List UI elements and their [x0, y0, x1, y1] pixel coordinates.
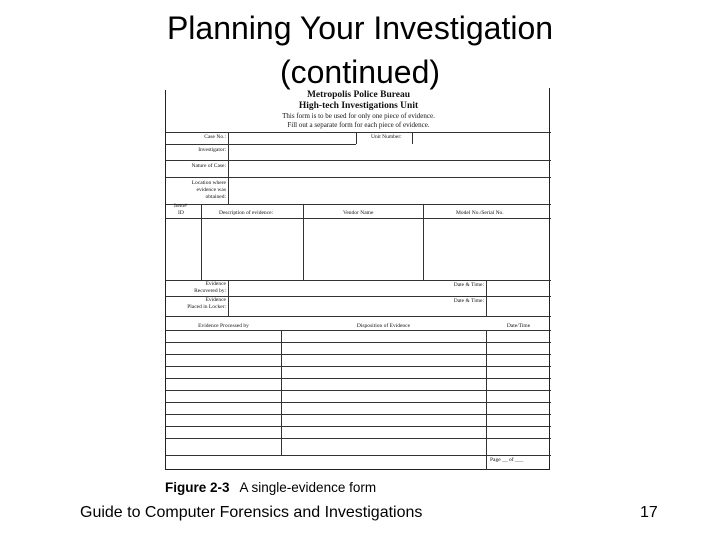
slide-footer: Guide to Computer Forensics and Investigations	[80, 504, 423, 521]
divider	[201, 204, 202, 280]
description-header: Description of evidence:	[219, 210, 274, 216]
recovered-label-1: Evidence	[205, 281, 226, 287]
divider	[166, 218, 551, 219]
figure-number: Figure 2-3	[165, 480, 230, 495]
placed-label-2: Placed in Locker:	[187, 304, 226, 310]
figure-caption-text: A single-evidence form	[239, 480, 377, 495]
nature-of-case-label: Nature of Case:	[191, 163, 226, 169]
slide-title-line2: (continued)	[279, 54, 441, 90]
form-org: Metropolis Police Bureau	[306, 90, 411, 100]
log-row	[166, 366, 551, 367]
location-label-3: obtained:	[205, 194, 226, 200]
divider	[303, 204, 304, 280]
divider	[356, 132, 357, 144]
divider	[486, 280, 487, 316]
page-of-label: Page __ of ___	[490, 457, 524, 463]
processed-by-header: Evidence Processed by	[198, 323, 249, 329]
log-row	[166, 455, 551, 456]
log-row	[166, 390, 551, 391]
divider	[228, 132, 229, 204]
model-header: Model No./Serial No.	[456, 210, 504, 216]
location-label-2: evidence was	[196, 187, 226, 193]
location-label-1: Location where	[191, 180, 226, 186]
case-no-label: Case No.:	[204, 134, 226, 140]
divider	[166, 316, 551, 317]
divider	[423, 204, 424, 280]
figure-caption	[165, 480, 376, 495]
log-row	[166, 402, 551, 403]
log-row	[166, 342, 551, 343]
date-time-header: Date/Time	[506, 323, 531, 329]
divider	[166, 204, 551, 205]
divider	[166, 330, 551, 331]
item-label-1: Item#	[174, 203, 187, 209]
investigator-label: Investigator:	[198, 147, 226, 153]
log-row	[166, 354, 551, 355]
placed-label-1: Evidence	[205, 297, 226, 303]
evidence-form-figure	[165, 90, 550, 470]
date-time-label-2: Date & Time:	[453, 298, 484, 304]
divider	[166, 132, 551, 133]
divider	[412, 132, 413, 144]
date-time-label-1: Date & Time:	[453, 282, 484, 288]
divider	[166, 177, 551, 178]
slide-page-number: 17	[640, 504, 658, 521]
form-unit: High-tech Investigations Unit	[298, 101, 419, 111]
log-row	[166, 414, 551, 415]
form-note-2: Fill out a separate form for each piece of evidence.	[287, 121, 430, 129]
divider	[281, 330, 282, 455]
form-header	[166, 90, 551, 130]
recovered-label-2: Recovered by:	[194, 288, 226, 294]
slide-title	[0, 6, 720, 94]
log-row	[166, 438, 551, 439]
slide-title-line1: Planning Your Investigation	[166, 10, 554, 46]
vendor-header: Vendor Name	[343, 210, 374, 216]
disposition-header: Disposition of Evidence	[356, 323, 411, 329]
divider	[486, 330, 487, 470]
divider	[228, 280, 229, 316]
divider	[166, 160, 551, 161]
log-row	[166, 378, 551, 379]
form-note-1: This form is to be used for only one piece of evidence.	[282, 112, 435, 120]
divider	[166, 144, 356, 145]
item-label-2: ID	[178, 210, 184, 216]
unit-number-label: Unit Number:	[371, 134, 402, 140]
log-row	[166, 426, 551, 427]
